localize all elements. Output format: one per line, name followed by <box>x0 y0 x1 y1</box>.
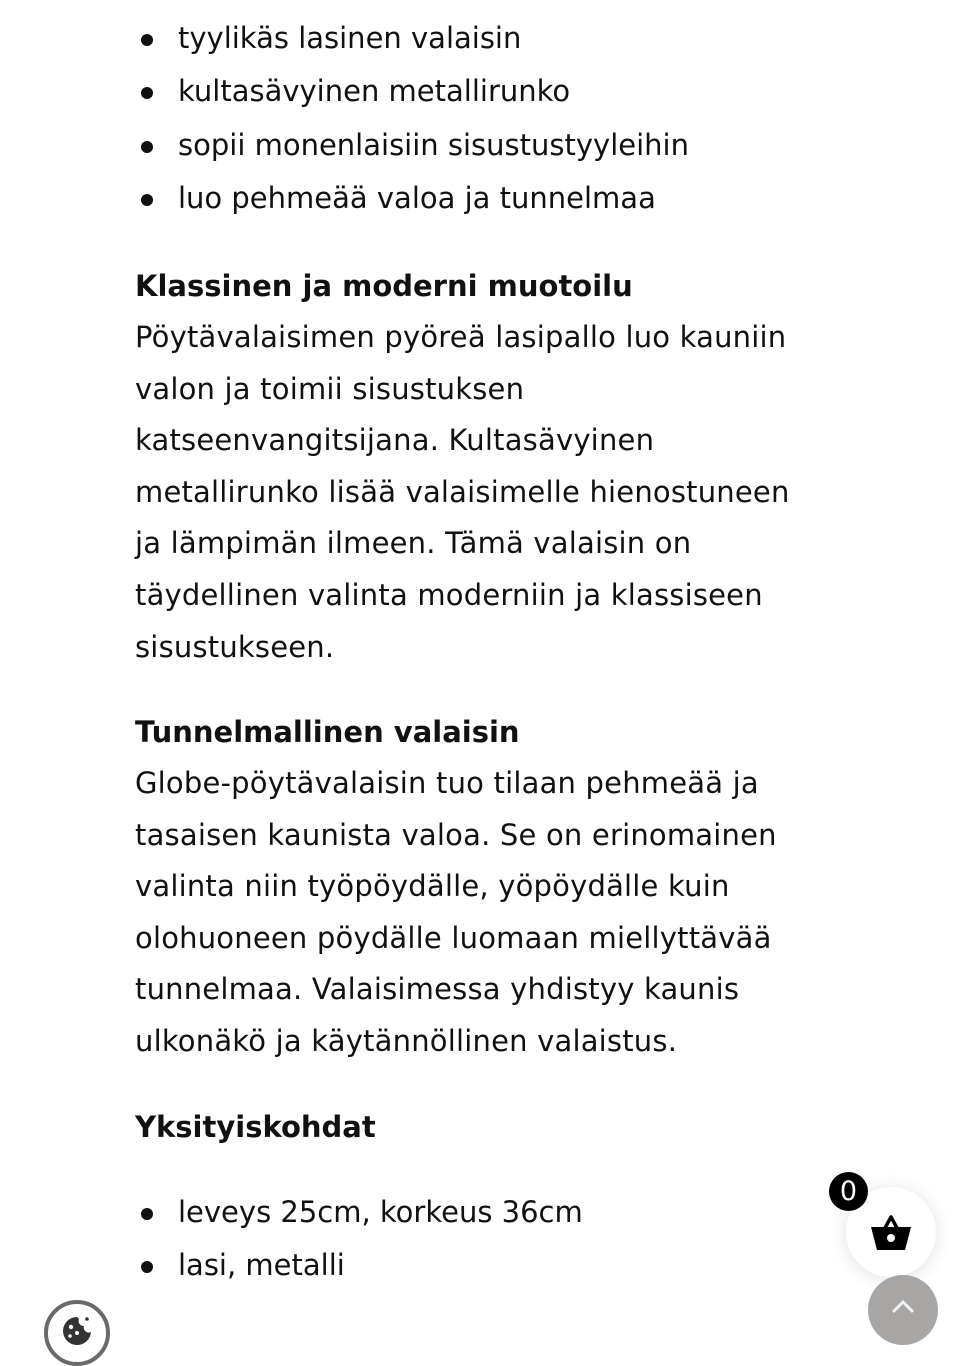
cart-count-badge: 0 <box>829 1172 868 1211</box>
feature-item: luo pehmeää valoa ja tunnelmaa <box>135 172 689 225</box>
feature-item: sopii monenlaisiin sisustustyyleihin <box>135 119 689 172</box>
text-line: täydellinen valinta moderniin ja klassiseen <box>135 577 763 612</box>
details-list <box>135 1186 583 1293</box>
basket-icon <box>869 1212 913 1252</box>
detail-item: lasi, metalli <box>135 1239 583 1292</box>
text-line: olohuoneen pöydälle luomaan miellyttävää <box>135 920 772 955</box>
section-heading: Tunnelmallinen valaisin <box>135 715 520 749</box>
chevron-up-icon <box>890 1299 916 1315</box>
text-line: tasaisen kaunista valoa. Se on erinomainen <box>135 817 777 852</box>
text-line: ja lämpimän ilmeen. Tämä valaisin on <box>135 526 692 561</box>
detail-item: leveys 25cm, korkeus 36cm <box>135 1186 583 1239</box>
text-line: ulkonäkö ja käytännöllinen valaistus. <box>135 1023 678 1058</box>
section-paragraph <box>135 758 835 1068</box>
section-heading: Yksityiskohdat <box>135 1110 376 1144</box>
cookie-settings-button[interactable] <box>44 1300 110 1366</box>
text-line: tunnelmaa. Valaisimessa yhdistyy kaunis <box>135 972 740 1007</box>
section-heading: Klassinen ja moderni muotoilu <box>135 269 633 303</box>
text-line: metallirunko lisää valaisimelle hienostuneen <box>135 474 790 509</box>
text-line: Pöytävalaisimen pyöreä lasipallo luo kauniin <box>135 320 787 354</box>
text-line: valinta niin työpöydälle, yöpöydälle kuin <box>135 869 730 904</box>
text-line: Globe-pöytävalaisin tuo tilaan pehmeää ja <box>135 766 759 800</box>
feature-item: tyylikäs lasinen valaisin <box>135 12 689 65</box>
scroll-to-top-button[interactable] <box>868 1275 938 1345</box>
feature-item: kultasävyinen metallirunko <box>135 65 689 118</box>
text-line: katseenvangitsijana. Kultasävyinen <box>135 423 655 458</box>
text-line: valon ja toimii sisustuksen <box>135 371 525 406</box>
section-paragraph <box>135 312 835 673</box>
text-line: sisustukseen. <box>135 629 335 664</box>
feature-list <box>135 12 689 225</box>
cookie-icon <box>60 1314 94 1348</box>
